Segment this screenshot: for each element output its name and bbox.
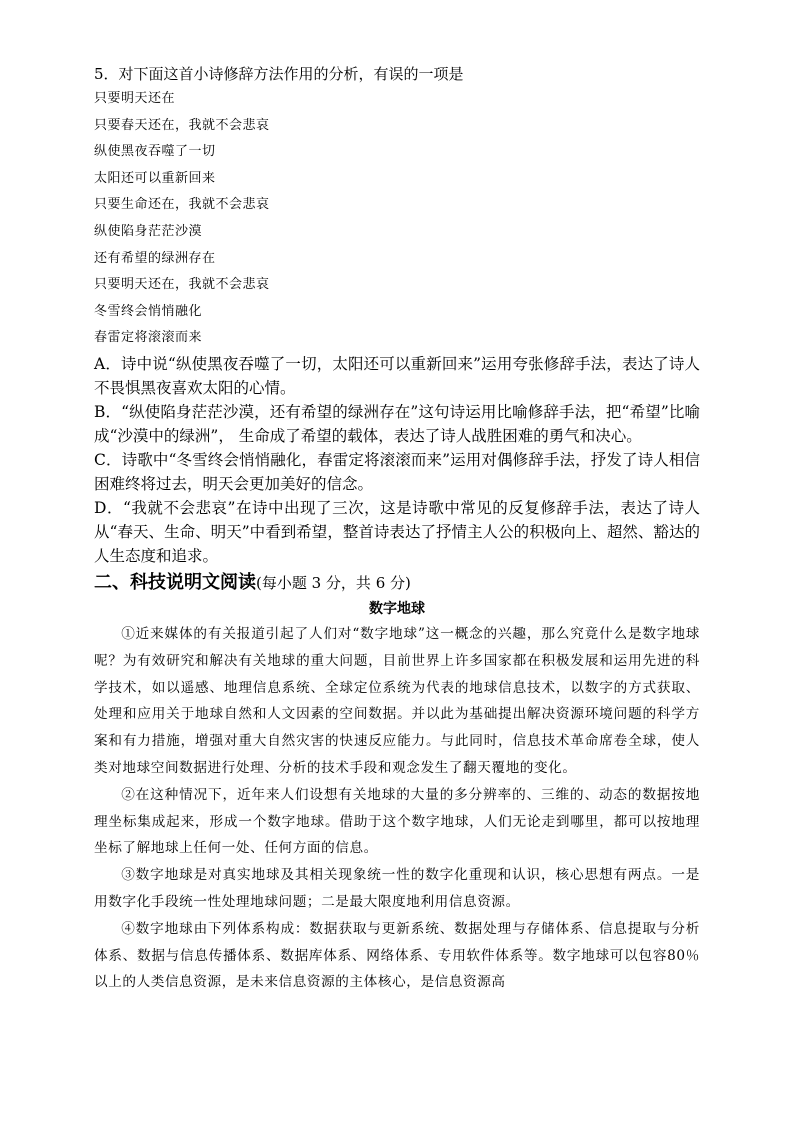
poem-line: 纵使黑夜吞噬了一切 [94,144,216,160]
option-d: D．“我就不会悲哀”在诗中出现了三次，这是诗歌中常见的反复修辞手法，表达了诗人从“春天、生命、明天”中看到希望，整首诗表达了抒情主人公的积极向上、超然、豁达的人生态度和追求。 [94,498,700,565]
section-score-note: (每小题 3 分，共 6 分) [256,573,411,592]
option-b: B．“纵使陷身茫茫沙漠，还有希望的绿洲存在”这句诗运用比喻修辞手法，把“希望”比喻成“沙漠中的绿洲”， 生命成了希望的载体，表达了诗人战胜困难的勇气和决心。 [94,402,700,445]
article-paragraph-3: ③数字地球是对真实地球及其相关现象统一性的数字化重现和认识，核心思想有两点。一是用数字化手段统一性处理地球问题；二是最大限度地利用信息资源。 [94,867,700,910]
article-paragraph-4: ④数字地球由下列体系构成：数据获取与更新系统、数据处理与存储体系、信息提取与分析体系、数据与信息传播体系、数据库体系、网络体系、专用软件体系等。数字地球可以包容80％以上的人类信息资源，是未来信息资源的主体核心，是信息资源高 [94,920,700,991]
poem-line: 还有希望的绿洲存在 [94,250,216,266]
poem-line: 只要春天还在，我就不会悲哀 [94,117,270,133]
article-paragraph-1: ①近来媒体的有关报道引起了人们对“数字地球”这一概念的兴趣，那么究竟什么是数字地球呢？为有效研究和解决有关地球的重大问题，目前世界上许多国家都在积极发展和运用先进的科学技术，如以遥感、地理信息系统、全球定位系统为代表的地球信息技术，以数字的方式获取、处理和应用关于地球自然和人文因素的空间数据。并以此为基础提出解决资源环境问题的科学方案和有力措施，增强对重大自然灾害的快速反应能力。与此同时，信息技术革命席卷全球，使人类对地球空间数据进行处理、分析的技术手段和观念发生了翻天覆地的变化。 [94,625,700,776]
section-heading [94,570,700,596]
document-page [94,62,700,996]
poem [94,86,700,352]
poem-line: 太阳还可以重新回来 [94,170,216,186]
poem-line: 春雷定将滚滚而来 [94,330,203,346]
poem-line: 冬雪终会悄悄融化 [94,303,203,319]
article-title: 数字地球 [369,600,425,617]
poem-line: 只要明天还在 [94,91,176,106]
section-heading-text: 二、科技说明文阅读 [94,571,256,593]
question-5-stem: 5．对下面这首小诗修辞方法作用的分析，有误的一项是 [94,65,464,83]
option-c: C．诗歌中“冬雪终会悄悄融化，春雷定将滚滚而来”运用对偶修辞手法，抒发了诗人相信困难终将过去，明天会更加美好的信念。 [94,450,700,493]
option-a: A．诗中说“纵使黑夜吞噬了一切，太阳还可以重新回来”运用夸张修辞手法，表达了诗人不畏惧黑夜喜欢太阳的心情。 [94,354,700,397]
poem-line: 只要生命还在，我就不会悲哀 [94,197,270,213]
poem-line: 只要明天还在，我就不会悲哀 [94,277,270,293]
article-paragraph-2: ②在这种情况下，近年来人们设想有关地球的大量的多分辨率的、三维的、动态的数据按地理坐标集成起来，形成一个数字地球。借助于这个数字地球，人们无论走到哪里，都可以按地理坐标了解地球上任何一处、任何方面的信息。 [94,786,700,857]
poem-line: 纵使陷身茫茫沙漠 [94,223,203,239]
